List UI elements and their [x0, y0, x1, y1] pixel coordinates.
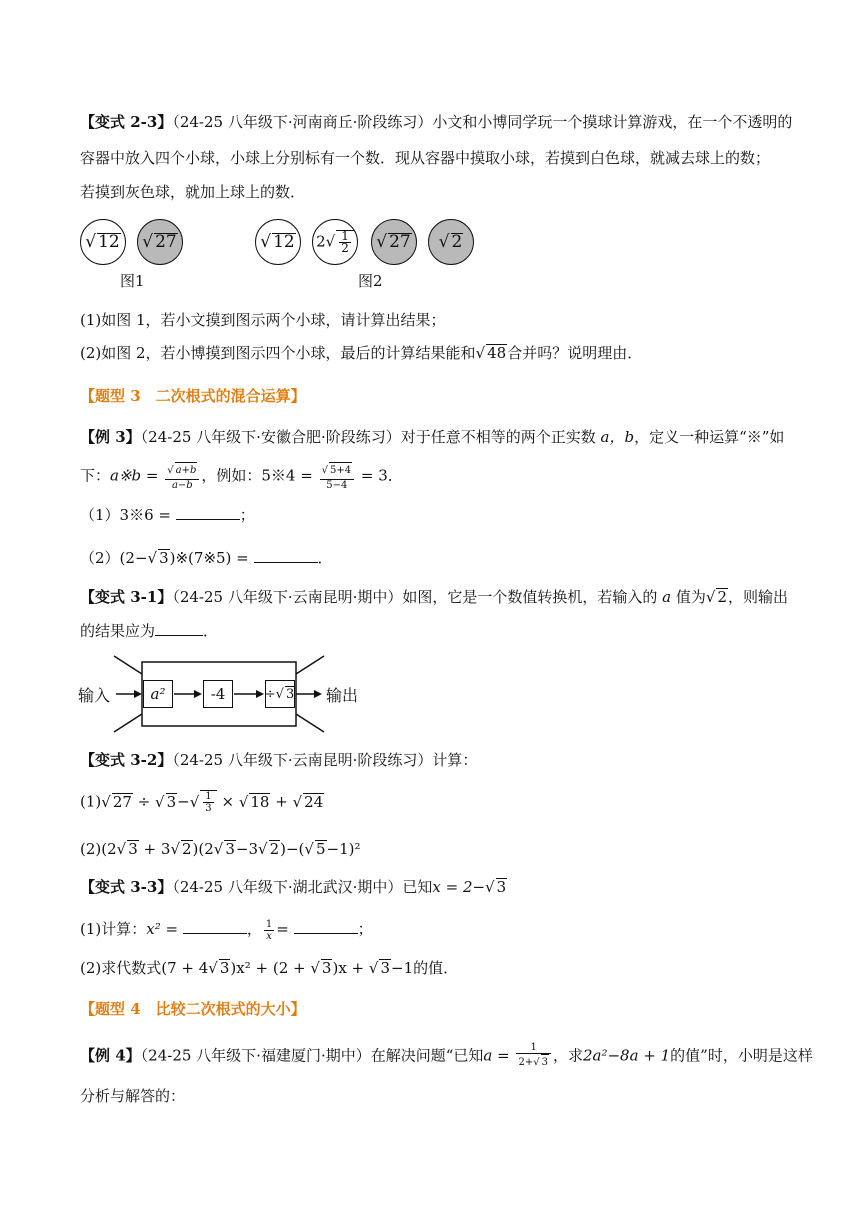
answer-blank[interactable]	[254, 548, 318, 563]
answer-blank[interactable]	[294, 919, 358, 934]
ball-fig2-2: 2√ $\frac{1}{2}$	[312, 219, 358, 265]
machine-box-divide: ÷ √ 3	[265, 680, 295, 708]
machine-output-label: 输出	[326, 686, 359, 705]
answer-blank[interactable]	[183, 919, 247, 934]
fig1-caption: 图1	[120, 272, 145, 290]
v31-line2: 的结果应为 ．	[80, 622, 219, 640]
v32-line1: 【变式 3-2】（24-25 八年级下·云南昆明·阶段练习）计算：	[80, 751, 478, 769]
ball-fig1-2: √ 27	[137, 219, 183, 265]
v33-q1: (1)计算：x² = ， $\frac{1}{x}$ = ；	[80, 918, 373, 942]
type4-title: 【题型 4 比较二次根式的大小】	[80, 1000, 306, 1018]
answer-blank[interactable]	[176, 505, 240, 520]
v23-text1: （24-25 八年级下·河南商丘·阶段练习）小文和小博同学玩一个摸球计算游戏，在一个不透明的	[172, 113, 793, 131]
ex3-p2: （2）(2−√ 3)※(7※5) = ．	[80, 549, 333, 567]
ball-fig1-1: √ 12	[80, 219, 126, 265]
v32-e1: (1)√ 27 ÷ √ 3−√ $\frac{1}{3}$ × √ 18 + √ 24	[80, 791, 324, 814]
machine-box-minus4: -4	[203, 680, 233, 708]
ball-fig2-1: √ 12	[255, 219, 301, 265]
ex4-line1: 【例 4】（24-25 八年级下·福建厦门·期中）在解决问题“已知a = $\frac{1}{2+√ 3}$ ，求2a²−8a + 1的值”时，小明是这样	[80, 1042, 813, 1071]
ball-fig2-3: √ 27	[371, 219, 417, 265]
ball-fig2-4: √ 2	[428, 219, 474, 265]
ex3-p1: （1）3※6 = ；	[80, 506, 255, 524]
v31-line1: 【变式 3-1】（24-25 八年级下·云南昆明·期中）如图，它是一个数值转换机，若输入的 a 值为√ 2，则输出	[80, 588, 789, 606]
v23-line1	[80, 111, 792, 133]
fig2-caption: 图2	[358, 272, 383, 290]
answer-blank[interactable]	[155, 621, 203, 636]
v23-q1: (1)如图 1，若小文摸到图示两个小球，请计算出结果；	[80, 311, 446, 329]
v32-e2: (2)(2√ 3 + 3√ 2)(2√ 3−3√ 2)−(√ 5−1)²	[80, 840, 361, 858]
type3-title: 【题型 3 二次根式的混合运算】	[80, 387, 306, 405]
machine-box-square: a²	[143, 680, 173, 708]
v23-q2: (2)如图 2，若小博摸到图示四个小球，最后的计算结果能和√ 48合并吗？说明理由．	[80, 344, 643, 362]
ex3-line1: 【例 3】（24-25 八年级下·安徽合肥·阶段练习）对于任意不相等的两个正实数 a，b，定义一种运算“※”如	[80, 428, 785, 446]
v33-line1: 【变式 3-3】（24-25 八年级下·湖北武汉·期中）已知x = 2−√ 3	[80, 878, 507, 896]
ex4-line2: 分析与解答的：	[80, 1087, 186, 1105]
machine-input-label: 输入	[78, 686, 111, 705]
ex3-line2: 下：a※b = $\frac{√ a+b}{a-b}$ ，例如：5※4 = $\frac{√ 5+4}{5-4}$ = 3．	[80, 462, 403, 491]
v33-q2: (2)求代数式(7 + 4√ 3)x² + (2 + √ 3)x + √ 3−1的值．	[80, 959, 459, 977]
v23-line3: 若摸到灰色球，就加上球上的数．	[80, 183, 306, 201]
v23-tag: 【变式 2-3】	[80, 113, 173, 131]
v23-line2: 容器中放入四个小球，小球上分别标有一个数．现从容器中摸取小球，若摸到白色球，就减去球上的数；	[80, 149, 771, 167]
